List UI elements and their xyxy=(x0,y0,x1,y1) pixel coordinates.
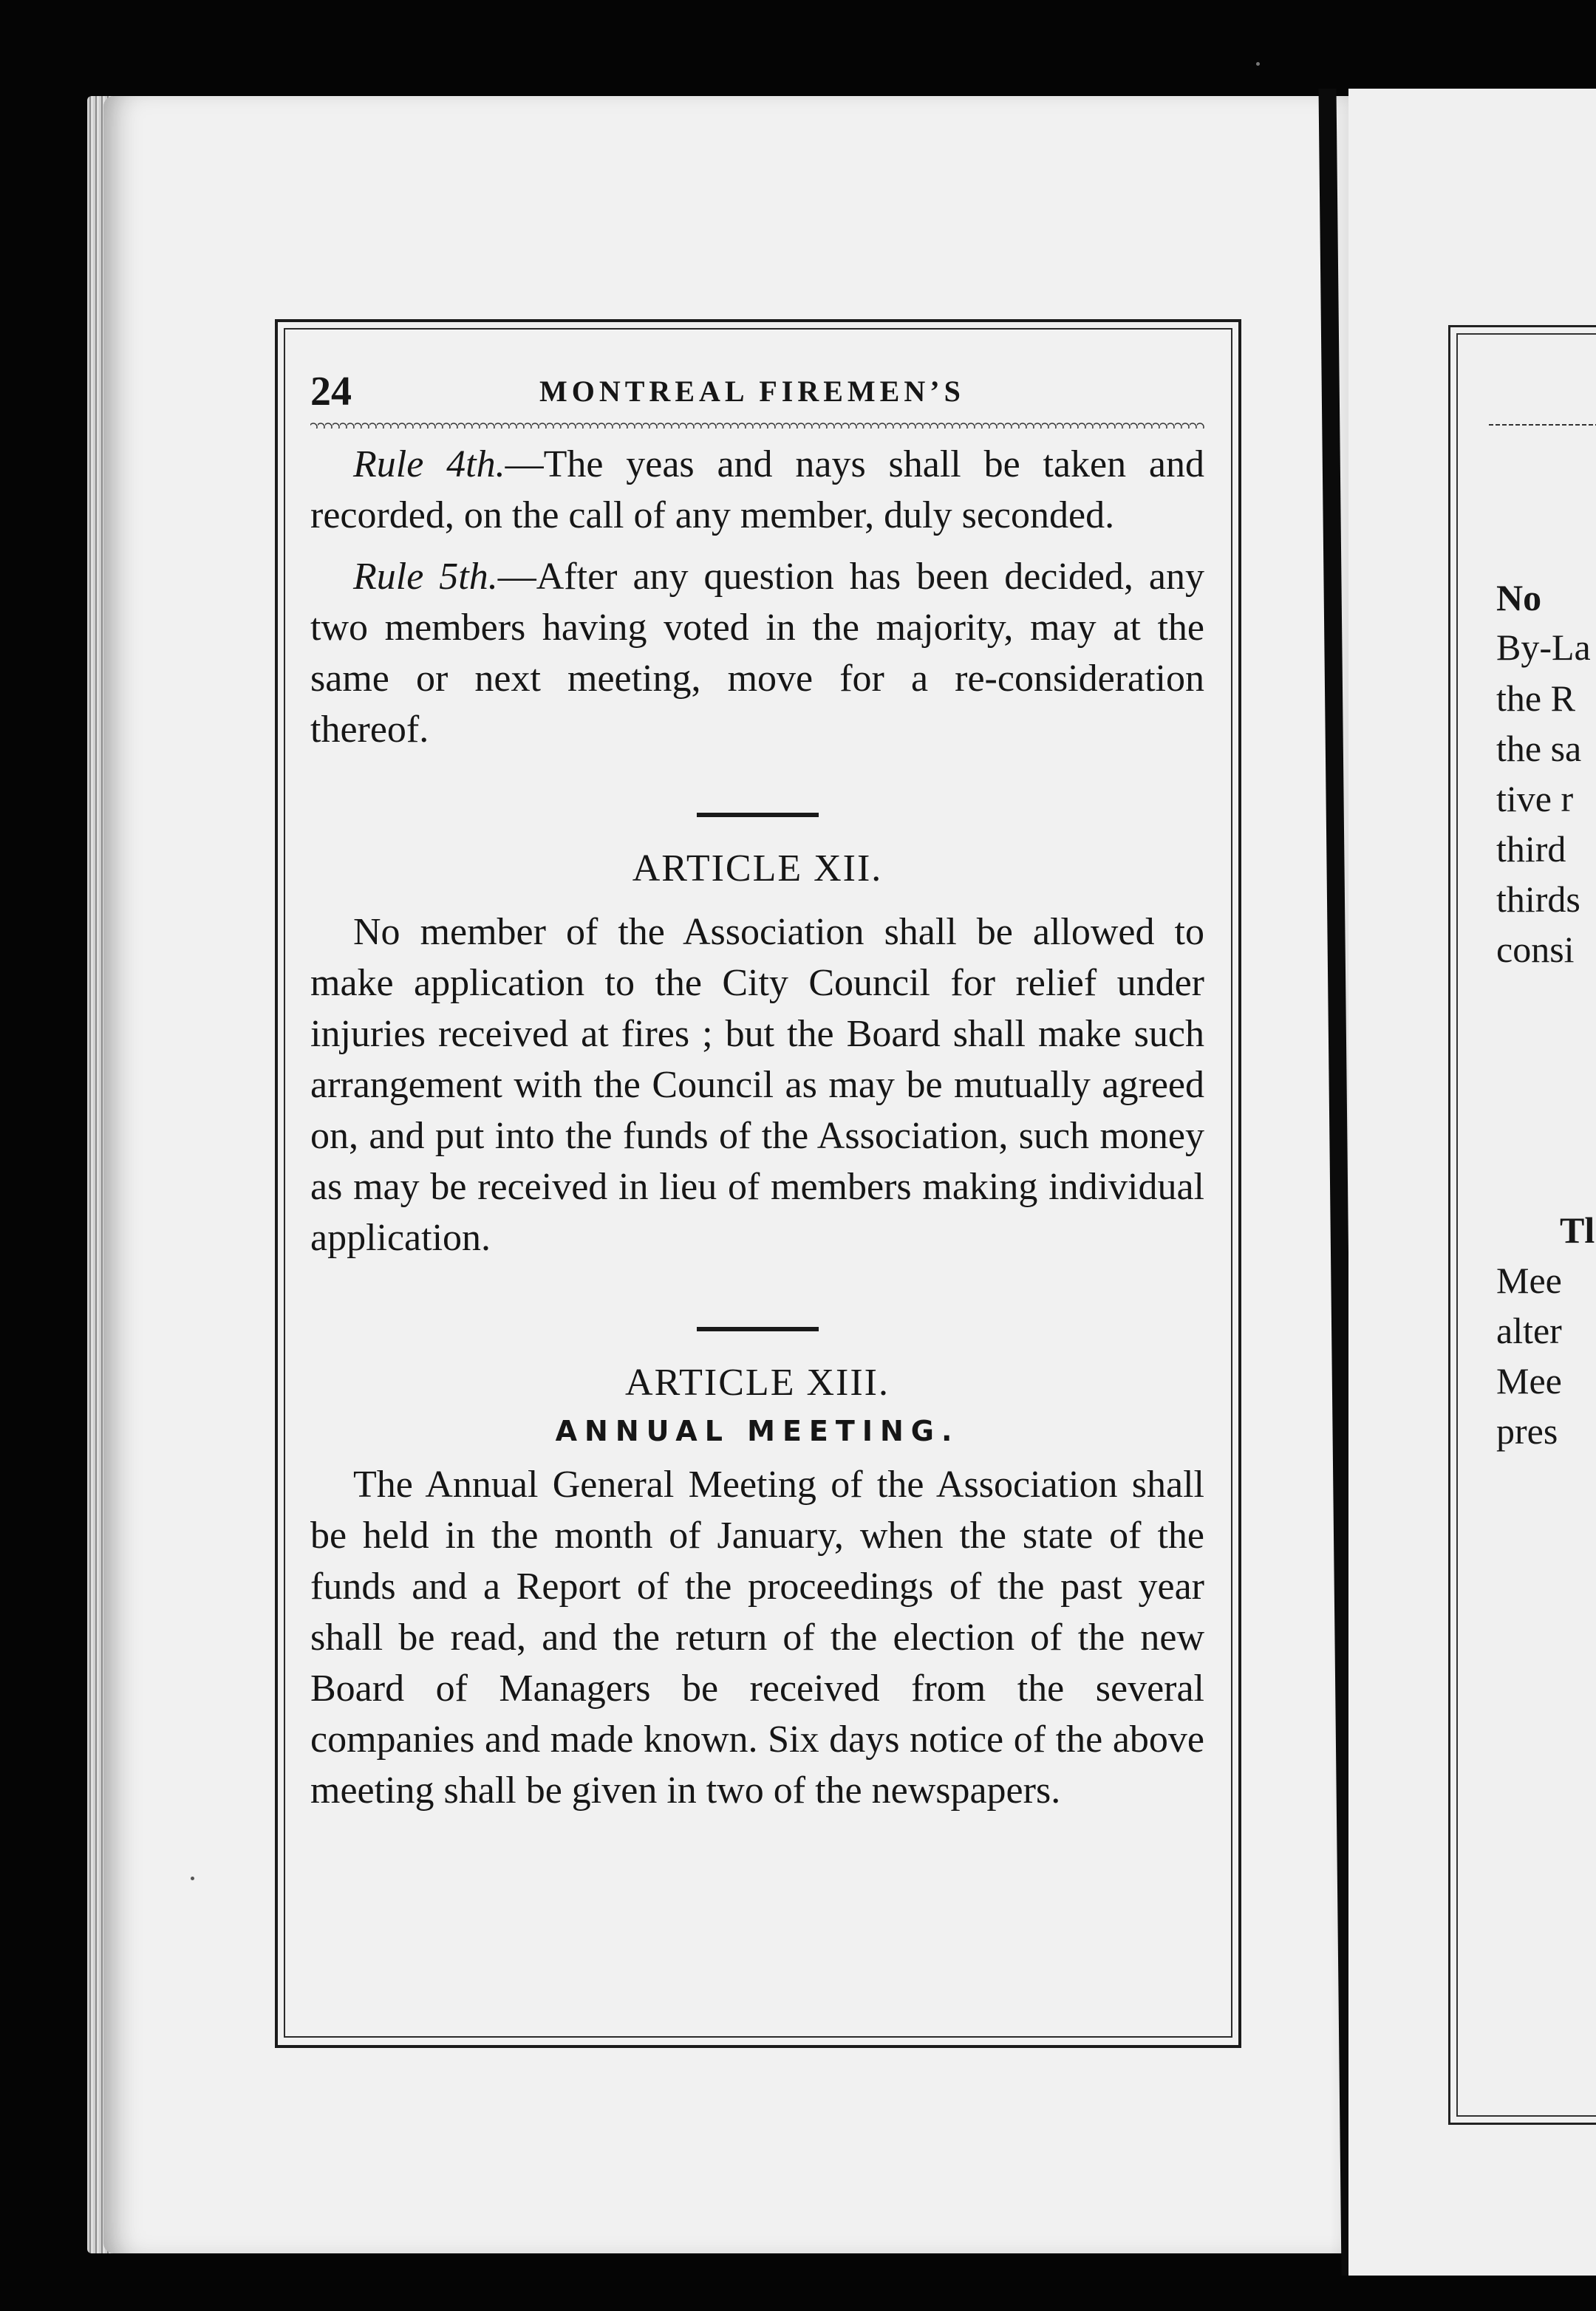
facing-line: pres xyxy=(1496,1410,1558,1452)
article-xiii-subtitle: ANNUAL MEETING. xyxy=(555,1415,960,1447)
rule-5th-label: Rule 5th. xyxy=(353,556,498,598)
rule-4th-paragraph xyxy=(310,439,1204,541)
right-page xyxy=(1348,89,1596,2276)
article-xiii-title: ARTICLE XIII. xyxy=(625,1362,890,1404)
paper-speck xyxy=(1256,62,1260,66)
facing-line: alter xyxy=(1496,1310,1562,1351)
paper-speck xyxy=(191,1877,194,1880)
rule-5th-text: —After any question has been decided, any two members having voted in the majority, may at the same or next meeting, move for a re-consideration thereof. xyxy=(310,556,1204,751)
section-divider xyxy=(697,813,819,817)
facing-line: thirds xyxy=(1496,878,1580,920)
page-content xyxy=(310,347,1204,1816)
article-xiii-text: The Annual General Meeting of the Association shall be held in the month of January, when the state of the funds and a Report of the proceedings of the past year shall be read, and the return of the election of the new Board of Managers be received from the several companies and made known. Six days notice of the above meeting shall be given in two of the newspapers. xyxy=(310,1464,1204,1812)
running-head-title: MONTREAL FIREMEN’S xyxy=(539,375,965,408)
rule-4th-label: Rule 4th. xyxy=(353,443,505,485)
running-head xyxy=(310,347,1204,421)
article-xii-text: No member of the Association shall be allowed to make application to the City Council for relief under injuries received at fires ; but the Board shall make such arrangement with the Council as may be mutually agreed on, and put into the funds of the Association, such money as may be received in lieu of members making individual application. xyxy=(310,911,1204,1259)
facing-line: Mee xyxy=(1496,1360,1562,1402)
facing-line: Tl xyxy=(1560,1209,1595,1251)
facing-line: consi xyxy=(1496,929,1575,970)
facing-line: By-La xyxy=(1496,627,1591,668)
article-xii-title: ARTICLE XII. xyxy=(632,847,883,890)
facing-line: the sa xyxy=(1496,728,1582,769)
right-page-rule xyxy=(1489,424,1596,426)
facing-line: Mee xyxy=(1496,1260,1562,1301)
facing-line: third xyxy=(1496,828,1566,870)
section-divider xyxy=(697,1327,819,1331)
header-wavy-rule xyxy=(310,421,1204,429)
facing-line: tive r xyxy=(1496,778,1574,819)
facing-line: the R xyxy=(1496,677,1575,719)
rule-5th-paragraph xyxy=(310,551,1204,755)
rule-4th-text: —The yeas and nays shall be taken and recorded, on the call of any member, duly seconded. xyxy=(310,443,1204,536)
page-number: 24 xyxy=(310,369,352,414)
facing-line: No xyxy=(1496,577,1542,618)
